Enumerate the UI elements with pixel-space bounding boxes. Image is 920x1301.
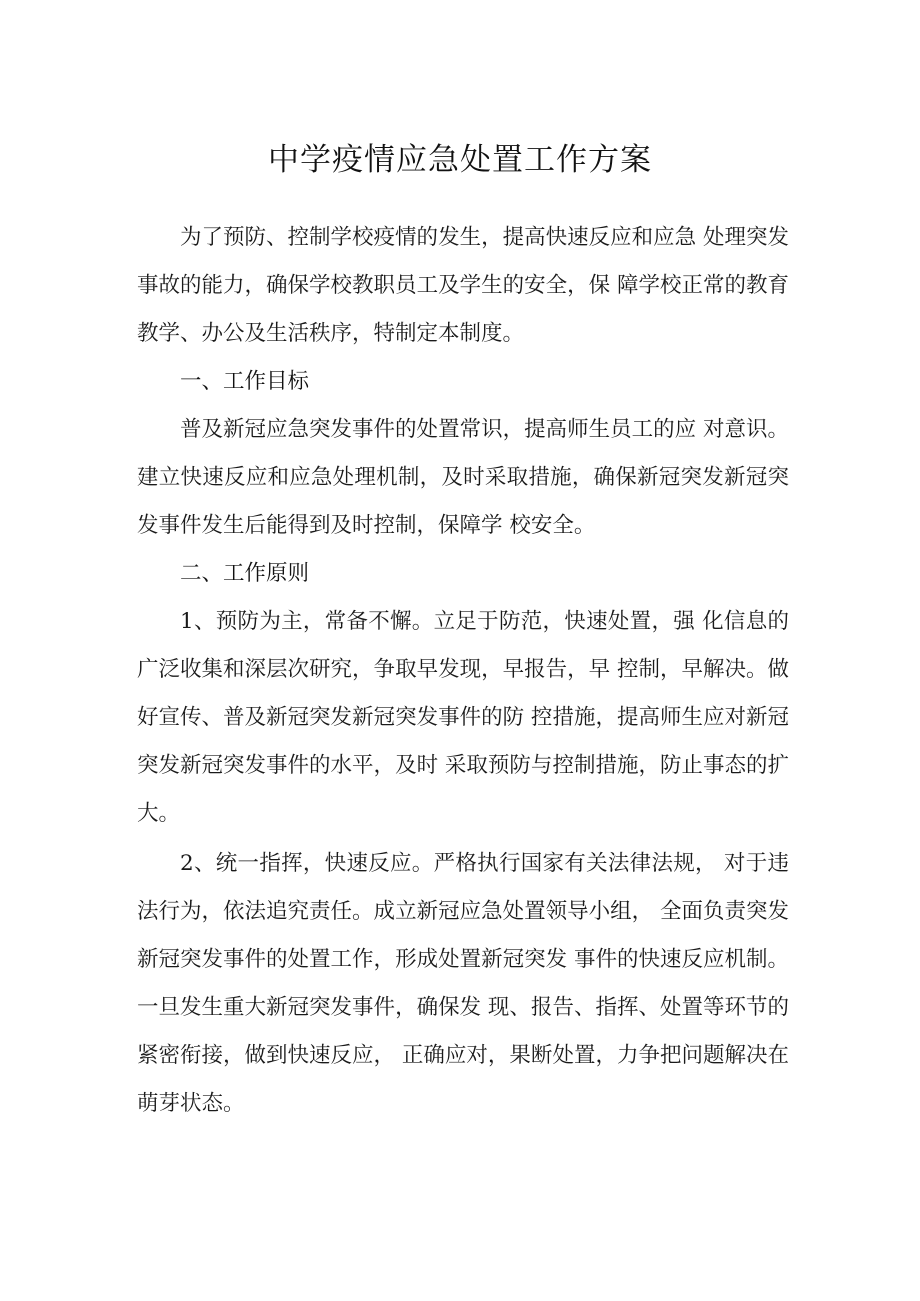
intro-paragraph: 为了预防、控制学校疫情的发生，提高快速反应和应急 处理突发事故的能力，确保学校教职员工及学生的安全，保 障学校正常的教育教学、办公及生活秩序，特制定本制度。 xyxy=(137,225,789,346)
principle-paragraph-1: 1、预防为主，常备不懈。立足于防范，快速处置，强 化信息的广泛收集和深层次研究，争取早发现，早报告，早 控制，早解决。做好宣传、普及新冠突发新冠突发事件的防 控措施，提高师生应对新冠突发新冠突发事件的水平，及时 采取预防与控制措施，防止事态的扩大。 xyxy=(137,609,789,826)
section-heading-goals: 一、工作目标 xyxy=(180,369,310,394)
section-heading-principles: 二、工作原则 xyxy=(180,561,310,586)
document-title: 中学疫情应急处置工作方案 xyxy=(268,142,652,178)
goals-paragraph: 普及新冠应急突发事件的处置常识，提高师生员工的应 对意识。 建立快速反应和应急处理机制，及时采取措施，确保新冠突发新冠突发事件发生后能得到及时控制，保障学 校安全。 xyxy=(137,417,789,538)
principle-paragraph-2: 2、统一指挥，快速反应。严格执行国家有关法律法规， 对于违法行为，依法追究责任。成立新冠应急处置领导小组， 全面负责突发新冠突发事件的处置工作，形成处置新冠突发 事件的快速反应机制。一旦发生重大新冠突发事件，确保发 现、报告、指挥、处置等环节的紧密衔接，做到快速反应， 正确应对，果断处置，力争把问题解决在萌芽状态。 xyxy=(137,851,789,1116)
document-body xyxy=(137,214,789,1128)
